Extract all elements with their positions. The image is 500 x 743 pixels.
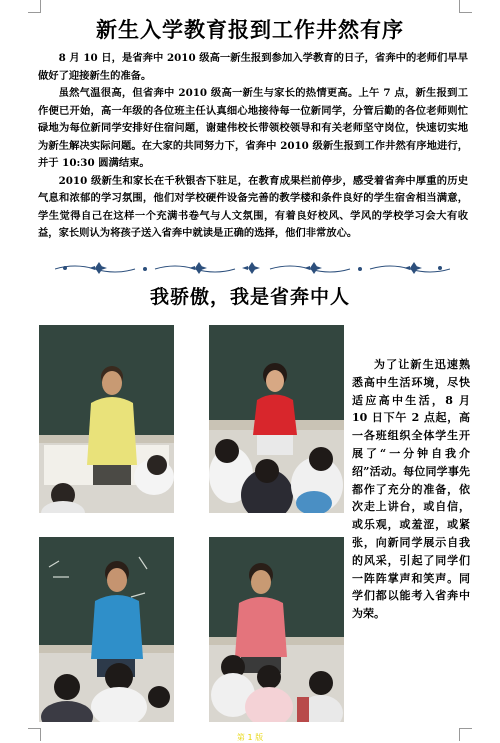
caption-text: 为了让新生迅速熟悉高中生活环境，尽快适应高中生活，8 月 10 日下午 2 点起，高一各班组织全体学生开展了“一分钟自我介绍”活动。每位同学事先都作了充分的准备，依次走上讲台，或自信，或乐观，或羞涩，或紧张，向新同学展示自我的风采，引起了同学们一阵阵掌声和笑声。同学们都以能考入省奔中为荣。 <box>352 358 470 621</box>
flower-ornament-icon <box>189 262 207 274</box>
photo-student-blue-shirt <box>39 537 174 722</box>
photo-student-red-top <box>209 325 344 513</box>
article-body <box>38 50 468 243</box>
article-paragraph-1: 8 月 10 日，是省奔中 2010 级高一新生报到参加入学教育的日子，省奔中的老师们早早做好了迎接新生的准备。 <box>38 52 468 82</box>
article-paragraph-2: 虽然气温很高，但省奔中 2010 级高一新生与家长的热情更高。上午 7 点，新生报到工作便已开始，高一年级的各位班主任认真细心地接待每一位新同学，分管后勤的各位老师则忙碌地为每位新同学安排好住宿问题，谢建伟校长带领校领导和有关老师坚守岗位，快速切实地为新生解决实际问题。在大家的共同努力下，省奔中 2010 级新生报到工作井然有序地进行，并于 10:30 圆满结束。 <box>38 87 468 169</box>
flower-ornament-icon <box>242 262 260 274</box>
flower-ornament-icon <box>304 262 322 274</box>
photo-caption <box>352 356 470 623</box>
article-paragraph-3: 2010 级新生和家长在千秋银杏下驻足，在教育成果栏前停步，感受着省奔中厚重的历史气息和浓郁的学习氛围，他们对学校硬件设备完善的教学楼和条件良好的学生宿舍相当满意，学生觉得自己在这样一个充满书卷气与人文氛围，有着良好校风、学风的学校学习会大有收益，家长则认为将孩子送入省奔中就读是正确的选择，他们非常放心。 <box>38 174 468 239</box>
section-subtitle: 我骄傲，我是省奔中人 <box>149 286 350 308</box>
flower-ornament-icon <box>404 262 422 274</box>
flower-ornament-icon <box>89 262 107 274</box>
article-title: 新生入学教育报到工作井然有序 <box>96 18 404 42</box>
photo-student-pink-shirt <box>209 537 344 722</box>
page-number: 第 1 版 <box>236 733 264 742</box>
photo-student-yellow-shirt <box>39 325 174 513</box>
crop-mark-top-right <box>459 0 472 13</box>
floral-divider <box>55 260 450 276</box>
crop-mark-top-left <box>28 0 41 13</box>
